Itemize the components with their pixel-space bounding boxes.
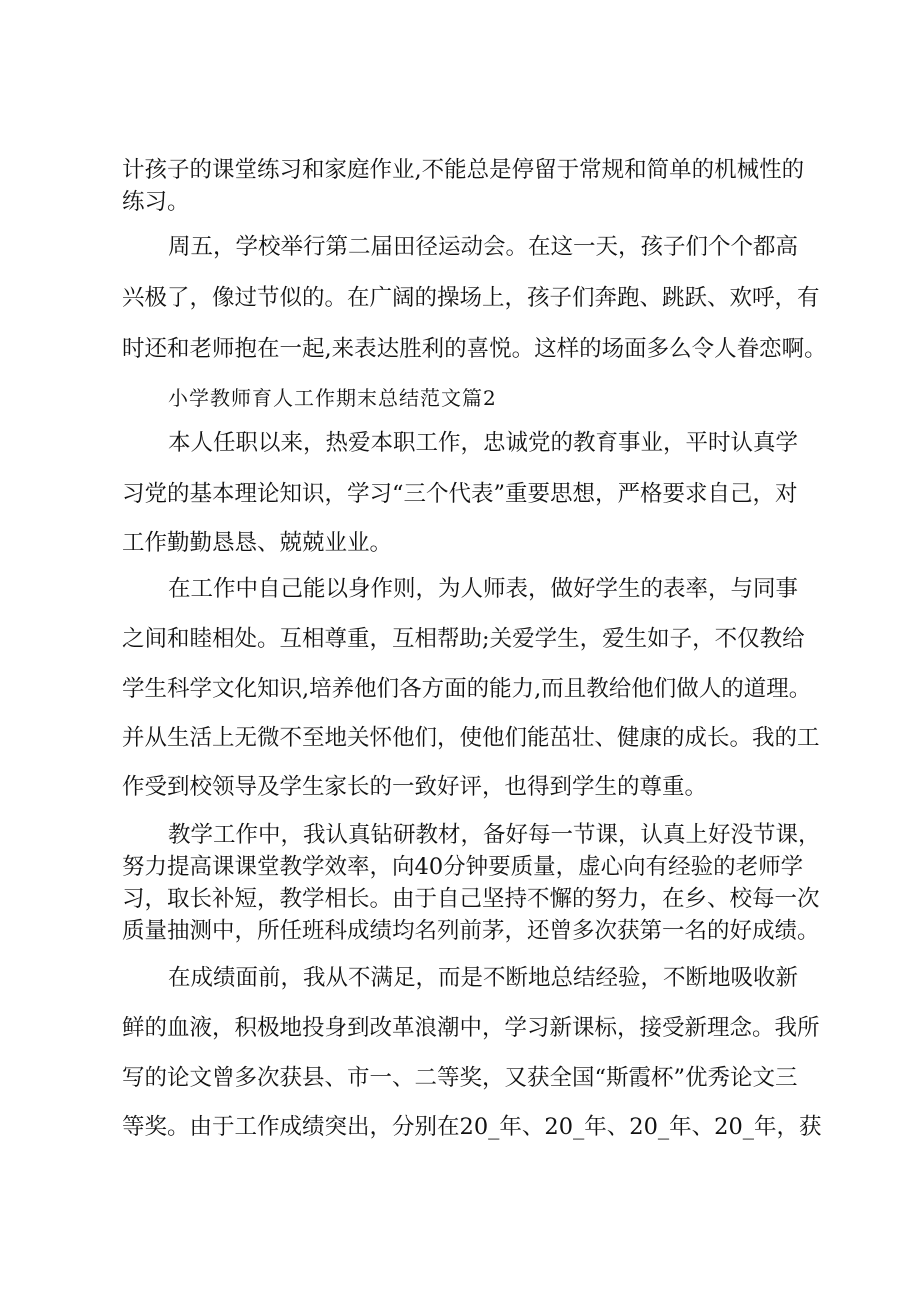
text-line: 工作勤勤恳恳、兢兢业业。 bbox=[122, 530, 393, 556]
text-line: 计孩子的课堂练习和家庭作业,不能总是停留于常规和简单的机械性的 bbox=[122, 157, 805, 183]
text-line: 努力提高课课堂教学效率，向40分钟要质量，虚心向有经验的老师学 bbox=[122, 854, 804, 880]
text-line: 教学工作中，我认真钻研教材，备好每一节课，认真上好没节课， bbox=[168, 822, 821, 848]
text-line: 写的论文曾多次获县、市一、二等奖，又获全国“斯霞杯”优秀论文三 bbox=[122, 1065, 798, 1091]
text-line: 兴极了，像过节似的。在广阔的操场上，孩子们奔跑、跳跃、欢呼，有 bbox=[122, 285, 820, 311]
text-line: 作受到校领导及学生家长的一致好评，也得到学生的尊重。 bbox=[122, 774, 708, 800]
text-line: 时还和老师抱在一起,来表达胜利的喜悦。这样的场面多么令人眷恋啊。 bbox=[122, 336, 827, 362]
text-line: 在成绩面前，我从不满足，而是不断地总结经验，不断地吸收新 bbox=[168, 965, 799, 991]
text-line: 在工作中自己能以身作则，为人师表，做好学生的表率，与同事 bbox=[168, 576, 799, 602]
text-line: 等奖。由于工作成绩突出，分别在20_年、20_年、20_年、20_年，获 bbox=[122, 1114, 822, 1140]
text-line: 学生科学文化知识,培养他们各方面的能力,而且教给他们做人的道理。 bbox=[122, 676, 812, 702]
section-heading: 小学教师育人工作期末总结范文篇2 bbox=[168, 386, 497, 410]
text-line: 之间和睦相处。互相尊重，互相帮助;关爱学生，爱生如子，不仅教给 bbox=[122, 626, 805, 652]
text-line: 练习。 bbox=[122, 189, 190, 215]
text-line: 习党的基本理论知识，学习“三个代表”重要思想，严格要求自己，对 bbox=[122, 481, 798, 507]
text-line: 习，取长补短，教学相长。由于自己坚持不懈的努力，在乡、校每一次 bbox=[122, 886, 820, 912]
text-line: 周五，学校举行第二届田径运动会。在这一天，孩子们个个都高 bbox=[168, 234, 799, 260]
text-line: 并从生活上无微不至地关怀他们，使他们能茁壮、健康的成长。我的工 bbox=[122, 725, 820, 751]
text-line: 鲜的血液，积极地投身到改革浪潮中，学习新课标，接受新理念。我所 bbox=[122, 1015, 820, 1041]
text-line: 质量抽测中，所任班科成绩均名列前茅，还曾多次获第一名的好成绩。 bbox=[122, 918, 820, 944]
text-line: 本人任职以来，热爱本职工作，忠诚党的教育事业，平时认真学 bbox=[168, 430, 799, 456]
